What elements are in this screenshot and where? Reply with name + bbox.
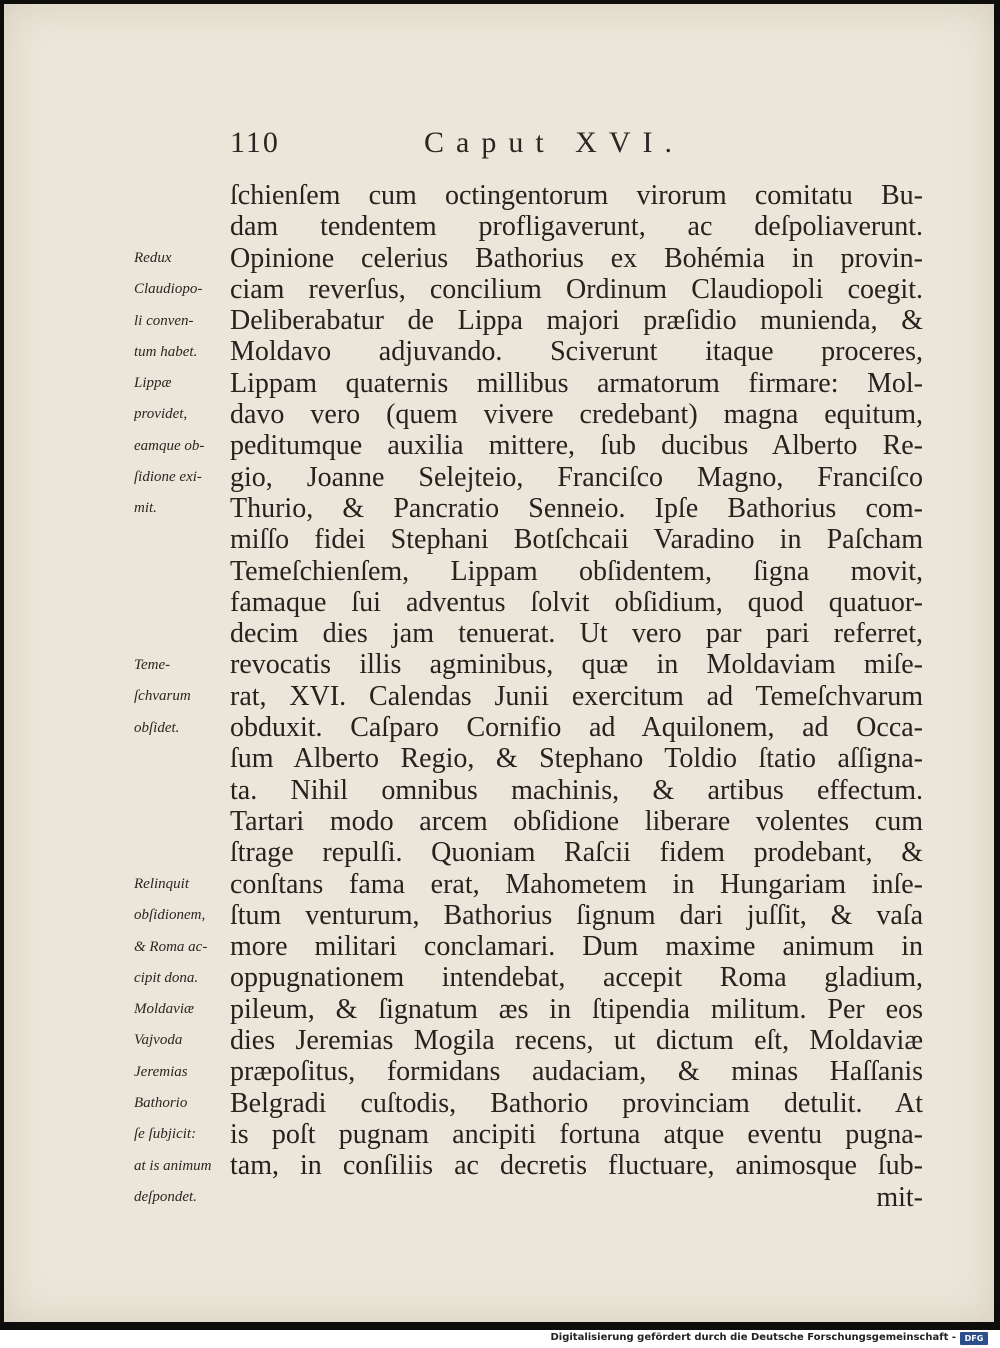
text-line: conſtans fama erat, Mahometem in Hungariam inſe- — [230, 868, 923, 900]
margin-note-line: ſchvarum — [134, 688, 191, 705]
page-header — [4, 126, 994, 166]
text-line: revocatis illis agminibus, quæ in Moldaviam miſe- — [230, 649, 923, 681]
margin-note-line: mit. — [134, 500, 157, 517]
margin-note-line: at is animum — [134, 1157, 212, 1174]
text-line: Moldavo adjuvando. Sciverunt itaque proceres, — [230, 336, 923, 368]
text-line: obduxit. Caſparo Cornifio ad Aquilonem, ad Occa- — [230, 712, 923, 744]
margin-note-line: Redux — [134, 250, 172, 266]
text-line: præpoſitus, formidans audaciam, & minas Haſſanis — [230, 1056, 923, 1088]
text-line: Belgradi cuſtodis, Bathorio provinciam detulit. At — [230, 1087, 923, 1119]
margin-note-line: Jeremias — [134, 1063, 188, 1080]
text-line: ſtrage repulſi. Quoniam Raſcii fidem prodebant, & — [230, 837, 923, 869]
margin-note-line: Bathorio — [134, 1095, 188, 1112]
margin-note-2 — [134, 650, 230, 744]
margin-note-line: ſidione exi- — [134, 469, 202, 486]
text-line: Temeſchienſem, Lippam obſidentem, ſigna movit, — [230, 555, 923, 587]
text-line: dam tendentem profligaverunt, ac deſpoliaverunt. — [230, 211, 923, 243]
margin-note-line: Relinquit — [134, 876, 189, 892]
margin-note-line: cipit dona. — [134, 969, 199, 986]
main-text-block — [230, 180, 923, 1213]
digitization-footer — [0, 1330, 1000, 1348]
text-line: oppugnationem intendebat, accepit Roma gladium, — [230, 962, 923, 994]
text-line: famaque ſui adventus ſolvit obſidium, quod quatuor- — [230, 586, 923, 618]
margin-note-line: Teme- — [134, 657, 171, 673]
margin-note-line: Moldaviæ — [134, 1001, 194, 1018]
text-line: gio, Joanne Selejteio, Franciſco Magno, Franciſco — [230, 461, 923, 493]
margin-note-line: & Roma ac- — [134, 938, 208, 955]
page-number: 110 — [230, 126, 280, 159]
text-line: davo vero (quem vivere credebant) magna equitum, — [230, 399, 923, 431]
margin-note-line: Vajvoda — [134, 1032, 183, 1049]
text-line: dies Jeremias Mogila recens, ut dictum eſt, Moldaviæ — [230, 1025, 923, 1057]
dfg-logo: DFG — [960, 1332, 988, 1345]
margin-note-line: providet, — [134, 406, 188, 423]
text-line: mit- — [876, 1181, 923, 1213]
margin-note-line: obſidet. — [134, 719, 180, 736]
margin-note-line: li conven- — [134, 312, 194, 329]
text-line: Thurio, & Pancratio Senneio. Ipſe Bathorius com- — [230, 492, 923, 524]
text-line: peditumque auxilia mittere, ſub ducibus Alberto Re- — [230, 430, 923, 462]
text-line: rat, XVI. Calendas Junii exercitum ad Temeſchvarum — [230, 680, 923, 712]
margin-note-line: tum habet. — [134, 343, 198, 360]
text-line: miſſo fidei Stephani Botſchcaii Varadino in Paſcham — [230, 524, 923, 556]
margin-note-line: ſe ſubjicit: — [134, 1126, 197, 1143]
margin-note-line: Claudiopo- — [134, 281, 203, 298]
text-line: tam, in conſiliis ac decretis fluctuare, animosque ſub- — [230, 1150, 923, 1182]
text-line: Tartari modo arcem obſidione liberare volentes cum — [230, 805, 923, 837]
text-line: Deliberabatur de Lippa majori præſidio munienda, & — [230, 305, 923, 337]
book-page — [4, 4, 994, 1322]
text-line: ciam reverſus, concilium Ordinum Claudiopoli coegit. — [230, 273, 923, 305]
funding-notice: Digitalisierung gefördert durch die Deutsche Forschungsgemeinschaft - — [550, 1332, 956, 1343]
text-line: more militari conclamari. Dum maxime animum in — [230, 931, 923, 963]
text-line: ſum Alberto Regio, & Stephano Toldio ſtatio aſſigna- — [230, 743, 923, 775]
running-title: Caput XVI. — [424, 126, 684, 159]
text-line: Opinione celerius Bathorius ex Bohémia in provin- — [230, 242, 923, 274]
text-line: is poſt pugnam ancipiti fortuna atque eventu pugna- — [230, 1118, 923, 1150]
text-line: ſchienſem cum octingentorum virorum comitatu Bu- — [230, 180, 923, 211]
text-line: ſtum venturum, Bathorius ſignum dari juſſit, & vaſa — [230, 899, 923, 931]
text-line: pileum, & ſignatum æs in ſtipendia militum. Per eos — [230, 993, 923, 1025]
margin-note-line: obſidionem, — [134, 907, 206, 924]
margin-note-line: deſpondet. — [134, 1188, 197, 1205]
text-line: Lippam quaternis millibus armatorum firmare: Mol- — [230, 367, 923, 399]
text-line: decim dies jam tenuerat. Ut vero par pari referret, — [230, 618, 923, 650]
margin-note-1 — [134, 243, 230, 525]
margin-note-line: Lippæ — [134, 375, 172, 392]
margin-note-line: eamque ob- — [134, 437, 205, 454]
margin-note-3 — [134, 869, 230, 1213]
text-line: ta. Nihil omnibus machinis, & artibus effectum. — [230, 774, 923, 806]
